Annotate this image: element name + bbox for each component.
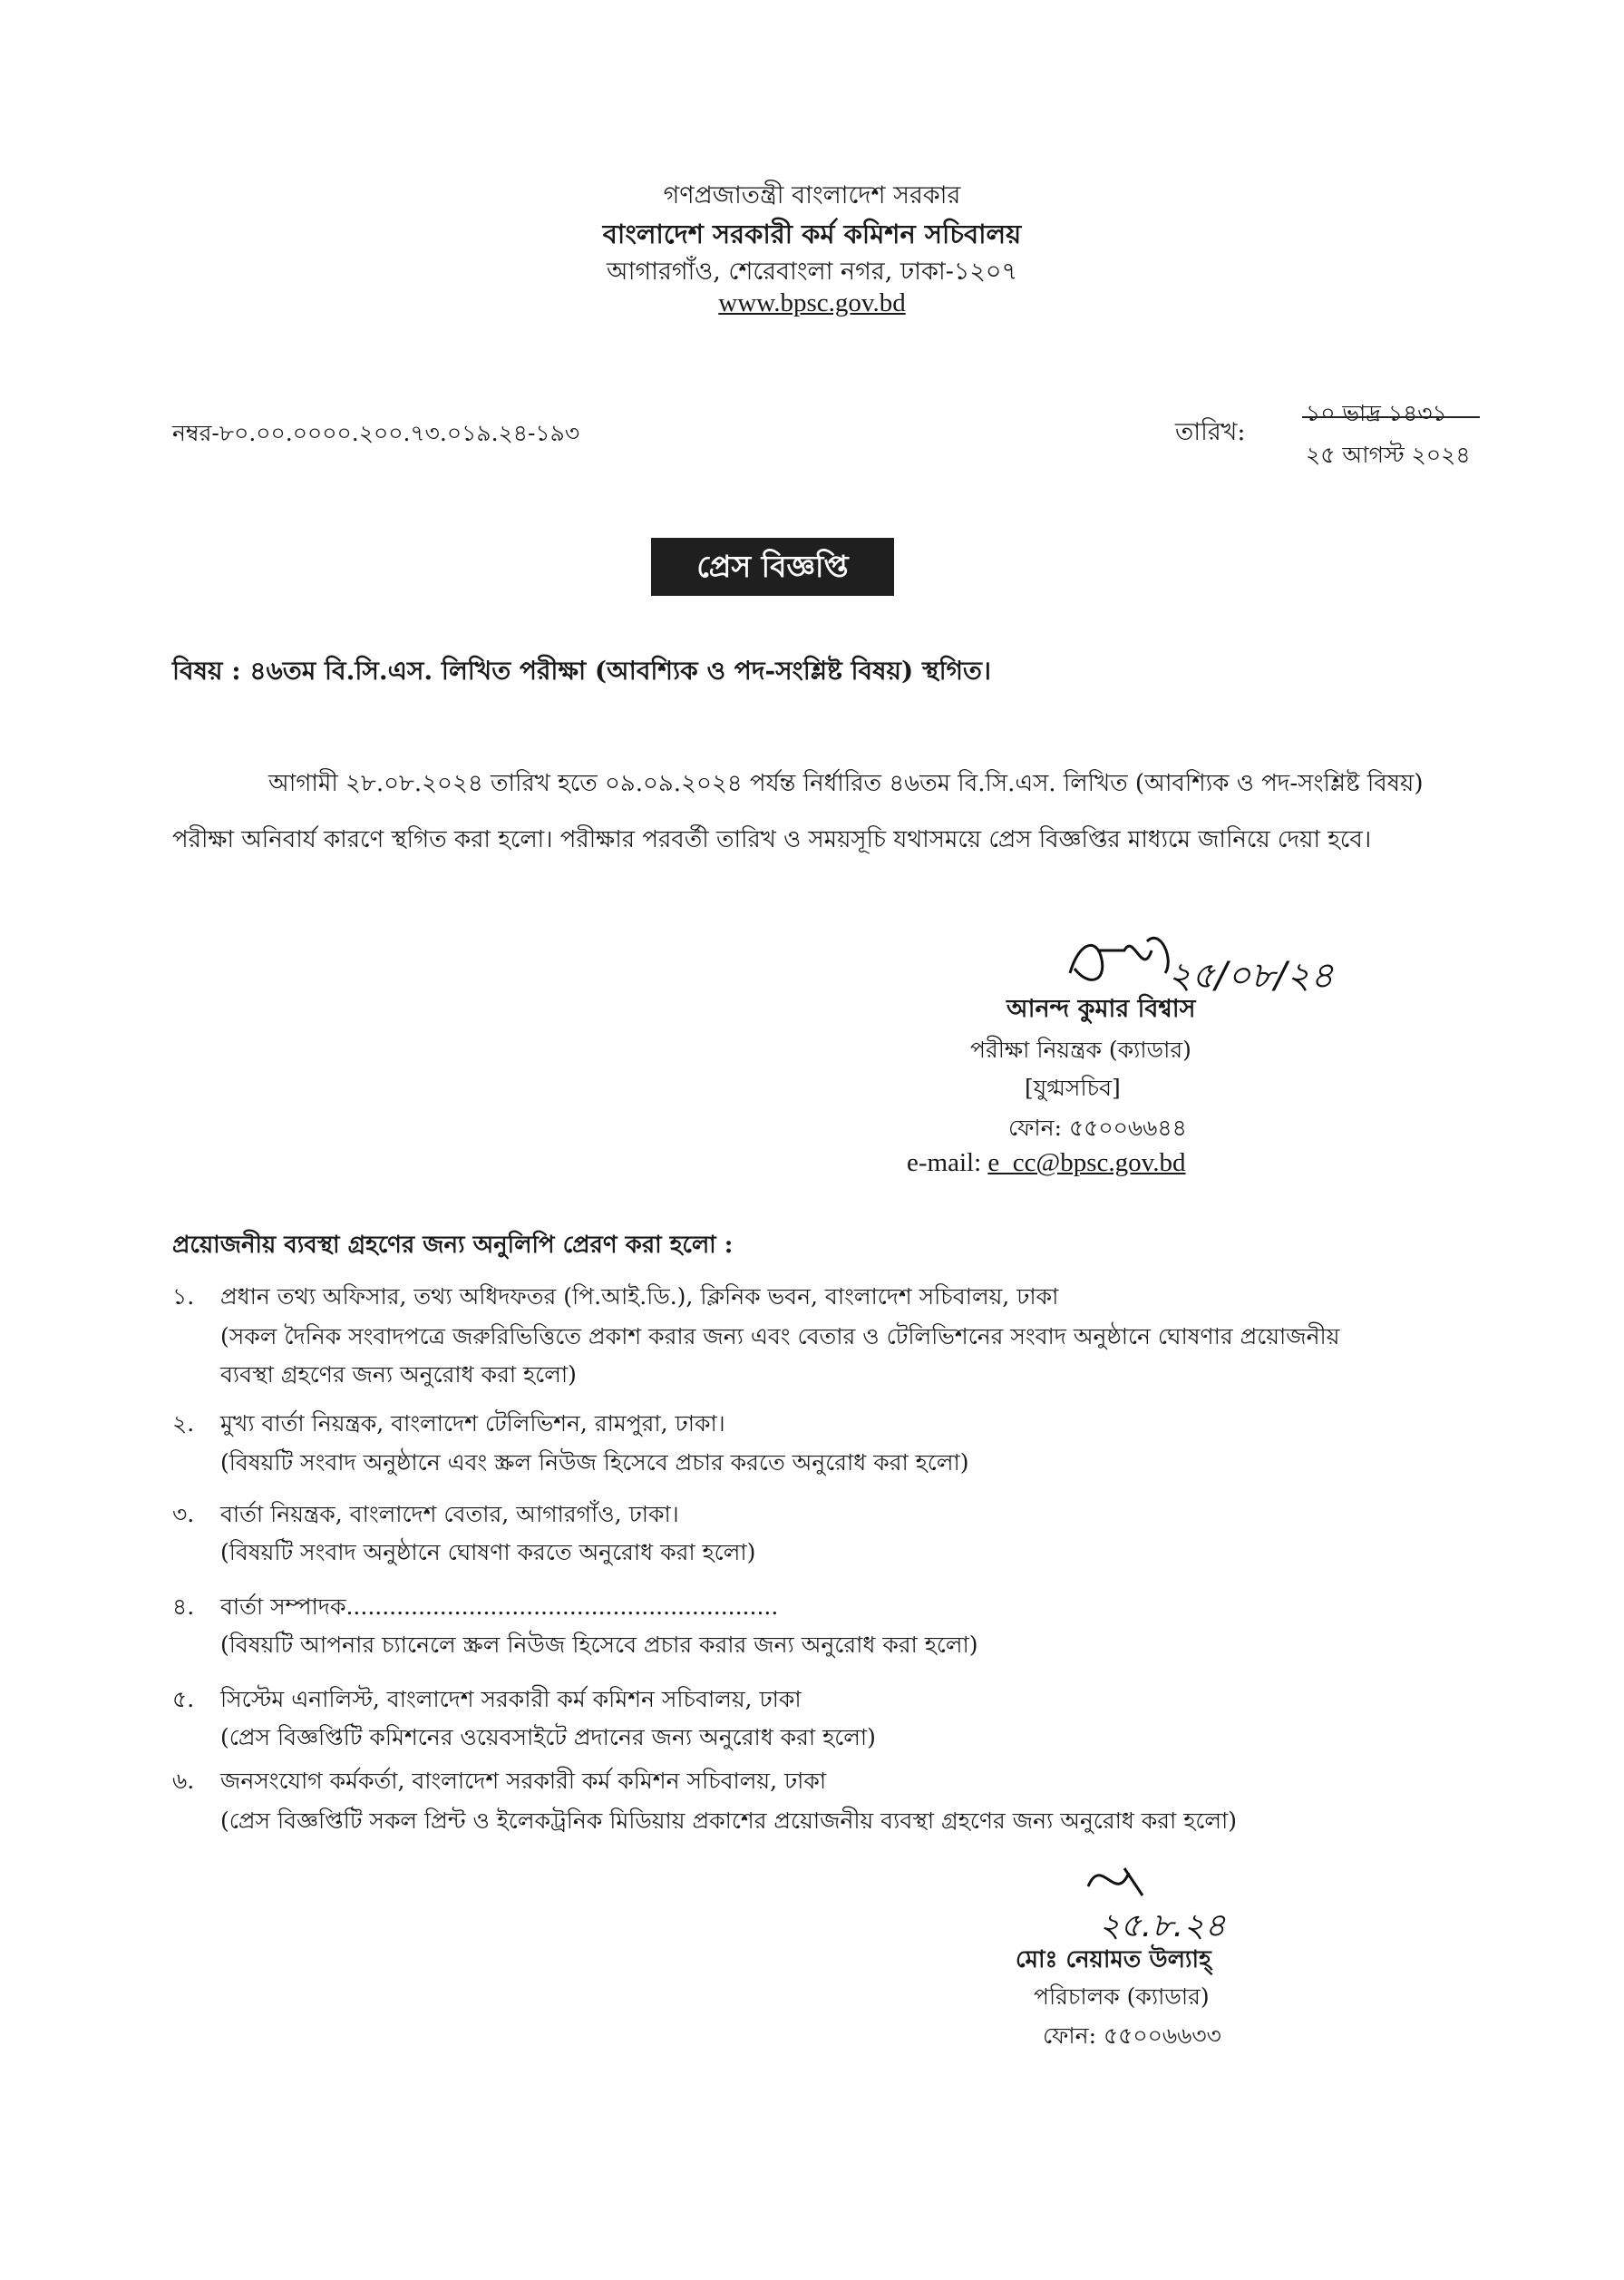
signatory-2-designation: পরিচালক (ক্যাডার) <box>1034 1983 1210 2010</box>
website-link[interactable]: www.bpsc.gov.bd <box>718 288 906 317</box>
signatory-2-name: মোঃ নেয়ামত উল্যাহ্ <box>1016 1946 1211 1973</box>
copy-3-number: ৩. <box>172 1501 195 1527</box>
signatory-1-email-row <box>907 1148 1186 1178</box>
copy-3-line-2: (বিষয়টি সংবাদ অনুষ্ঠানে ঘোষণা করতে অনুরোধ করা হলো) <box>220 1539 756 1565</box>
office-address: আগারগাঁও, শেরেবাংলা নগর, ঢাকা-১২০৭ <box>606 258 1018 286</box>
email-link[interactable]: e_cc@bpsc.gov.bd <box>987 1148 1186 1177</box>
press-release-badge: প্রেস বিজ্ঞপ্তি <box>651 538 894 596</box>
email-label: e-mail: <box>907 1148 982 1177</box>
copy-3-line-1: বার্তা নিয়ন্ত্রক, বাংলাদেশ বেতার, আগারগাঁও, ঢাকা। <box>220 1501 679 1527</box>
copy-6-number: ৬. <box>172 1768 195 1794</box>
date-bangla: ১০ ভাদ্র ১৪৩১ <box>1306 400 1447 426</box>
copy-1-line-1: প্রধান তথ্য অফিসার, তথ্য অধিদফতর (পি.আই.ডি.), ক্লিনিক ভবন, বাংলাদেশ সচিবালয়, ঢাকা <box>220 1283 1059 1310</box>
copy-2-line-2: (বিষয়টি সংবাদ অনুষ্ঠানে এবং স্ক্রল নিউজ হিসেবে প্রচার করতে অনুরোধ করা হলো) <box>220 1449 969 1476</box>
signatory-1-designation: পরীক্ষা নিয়ন্ত্রক (ক্যাডার) <box>970 1037 1191 1063</box>
copy-1-line-3: ব্যবস্থা গ্রহণের জন্য অনুরোধ করা হলো) <box>220 1361 577 1388</box>
office-name: বাংলাদেশ সরকারী কর্ম কমিশন সচিবালয় <box>602 219 1022 249</box>
date-gregorian: ২৫ আগস্ট ২০২৪ <box>1306 442 1471 468</box>
body-line-2: পরীক্ষা অনিবার্য কারণে স্থগিত করা হলো। পরীক্ষার পরবর্তী তারিখ ও সময়সূচি যথাসময়ে প্রেস বিজ্ঞপ্তির মাধ্যমে জানিয়ে দেয়া হবে। <box>172 826 1372 853</box>
copy-6-line-2: (প্রেস বিজ্ঞপ্তিটি সকল প্রিন্ট ও ইলেকট্রনিক মিডিয়ায় প্রকাশের প্রয়োজনীয় ব্যবস্থা গ্রহণের জন্য অনুরোধ করা হলো) <box>220 1807 1238 1834</box>
copy-1-line-2: (সকল দৈনিক সংবাদপত্রে জরুরিভিত্তিতে প্রকাশ করার জন্য এবং বেতার ও টেলিভিশনের সংবাদ অনুষ্ঠানে ঘোষণার প্রয়োজনীয় <box>220 1323 1340 1349</box>
copy-2-number: ২. <box>172 1410 195 1437</box>
copy-4-number: ৪. <box>172 1593 195 1620</box>
body-line-1: আগামী ২৮.০৮.২০২৪ তারিখ হতে ০৯.০৯.২০২৪ পর্যন্ত নির্ধারিত ৪৬তম বি.সি.এস. লিখিত (আবশ্যিক ও পদ-সংশ্লিষ্ট বিষয়) <box>268 770 1424 797</box>
copy-4-line-2: (বিষয়টি আপনার চ্যানেলে স্ক্রল নিউজ হিসেবে প্রচার করার জন্য অনুরোধ করা হলো) <box>220 1632 978 1658</box>
signature-2-date: ২৫.৮.২৪ <box>1099 1907 1226 1944</box>
date-label: তারিখ: <box>1175 418 1246 446</box>
signature-1-date: ২৫/০৮/২৪ <box>1168 955 1334 997</box>
copy-5-line-2: (প্রেস বিজ্ঞপ্তিটি কমিশনের ওয়েবসাইটে প্রদানের জন্য অনুরোধ করা হলো) <box>220 1724 876 1750</box>
govt-name: গণপ্রজাতন্ত্রী বাংলাদেশ সরকার <box>663 181 961 209</box>
signatory-1-phone: ফোন: ৫৫০০৬৬৪৪ <box>1008 1115 1187 1141</box>
signatory-1-rank: [যুগ্মসচিব] <box>1025 1075 1121 1101</box>
copy-6-line-1: জনসংযোগ কর্মকর্তা, বাংলাদেশ সরকারী কর্ম কমিশন সচিবালয়, ঢাকা <box>220 1768 827 1794</box>
copy-heading: প্রয়োজনীয় ব্যবস্থা গ্রহণের জন্য অনুলিপি প্রেরণ করা হলো : <box>172 1232 734 1259</box>
copy-5-number: ৫. <box>172 1686 195 1712</box>
signatory-2-phone: ফোন: ৫৫০০৬৬৩৩ <box>1043 2022 1221 2049</box>
subject-line: বিষয় : ৪৬তম বি.সি.এস. লিখিত পরীক্ষা (আবশ্যিক ও পদ-সংশ্লিষ্ট বিষয়) স্থগিত। <box>172 656 991 686</box>
memo-number: নম্বর-৮০.০০.০০০০.২০০.৭৩.০১৯.২৪-১৯৩ <box>172 420 580 446</box>
signatory-1-name: আনন্দ কুমার বিশ্বাস <box>1006 995 1196 1023</box>
copy-1-number: ১. <box>172 1283 195 1310</box>
copy-2-line-1: মুখ্য বার্তা নিয়ন্ত্রক, বাংলাদেশ টেলিভিশন, রামপুরা, ঢাকা। <box>220 1410 725 1437</box>
copy-5-line-1: সিস্টেম এনালিস্ট, বাংলাদেশ সরকারী কর্ম কমিশন সচিবালয়, ঢাকা <box>220 1686 802 1712</box>
copy-4-line-1: বার্তা সম্পাদক............................................................ <box>220 1593 779 1620</box>
date-divider <box>1302 416 1480 418</box>
